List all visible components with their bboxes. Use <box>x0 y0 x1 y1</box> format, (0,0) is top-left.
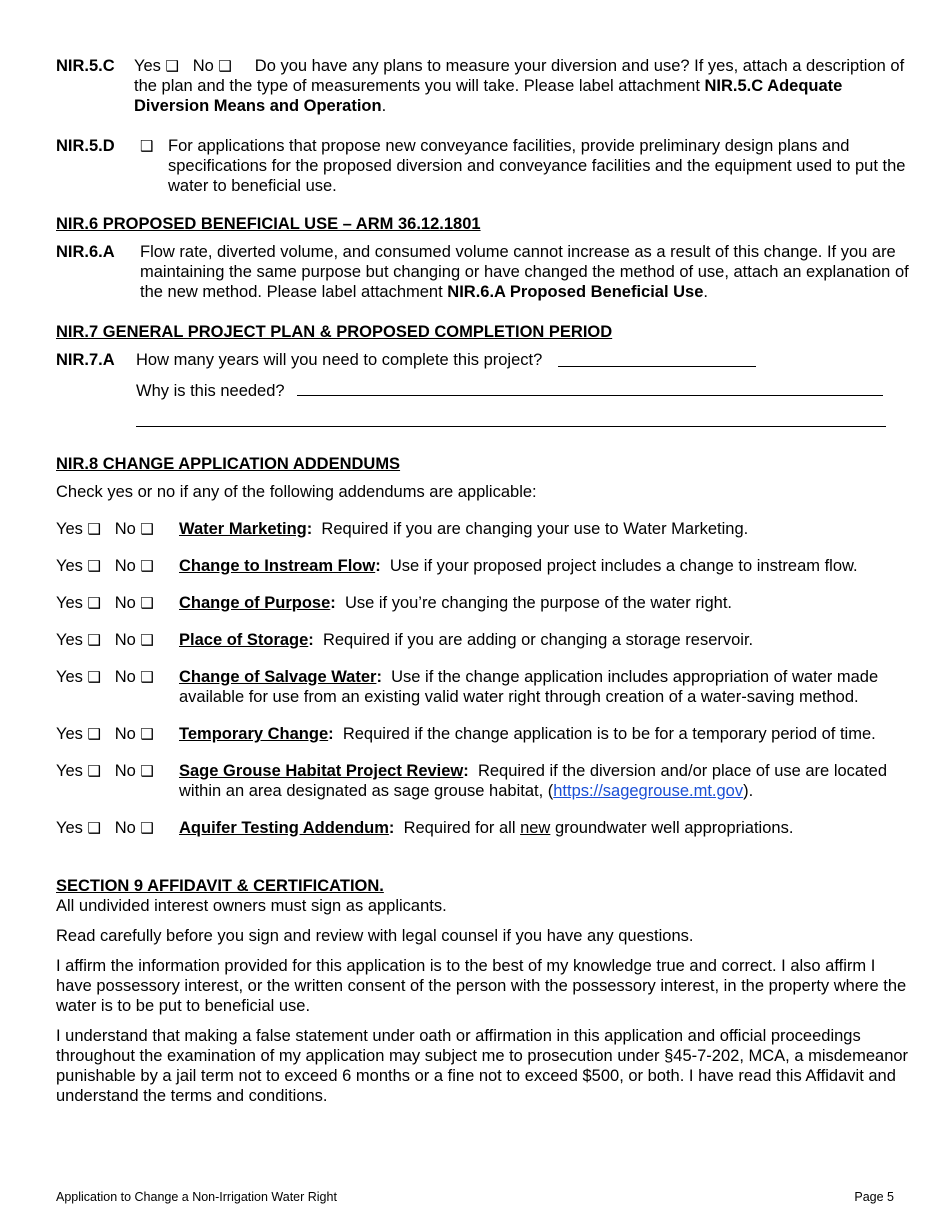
nir-5c-yes-label: Yes <box>134 57 161 75</box>
nir-7a <box>56 350 914 370</box>
nir-7a-code: NIR.7.A <box>56 351 115 369</box>
addendum-title: Aquifer Testing Addendum <box>179 819 389 837</box>
instream-flow-yes-checkbox[interactable]: ❑ <box>87 557 101 575</box>
section-9-p4: I understand that making a false statement under oath or affirmation in this application and official proceedings throughout the examination of my application may subject me to prosecution under §45-7-202, MCA, a misdemeanor punishable by a jail term not to exceed 6 months or a fine not to exceed $500, or both. I have read this Affidavit and understand the terms and conditions. <box>56 1027 909 1105</box>
temporary-change-yes-checkbox[interactable]: ❑ <box>87 725 101 743</box>
why-needed-blank-field[interactable] <box>297 379 883 396</box>
water-marketing-no-checkbox[interactable]: ❑ <box>140 520 154 538</box>
nir-5c-yes-checkbox[interactable]: ❑ <box>165 57 179 75</box>
temporary-change-no-checkbox[interactable]: ❑ <box>140 725 154 743</box>
aquifer-testing-no-checkbox[interactable]: ❑ <box>140 819 154 837</box>
years-blank-field[interactable] <box>558 350 756 367</box>
nir-5d-checkbox[interactable]: ❑ <box>140 137 154 155</box>
nir-6a: NIR.6.A Flow rate, diverted volume, and consumed volume cannot increase as a result of this change. If you are maintaining the same purpose but changing or have changed the method of use, attach an explanation of the new method. Please label attachment NIR.6.A Proposed Beneficial Use. <box>56 243 909 301</box>
addendum-title: Change of Purpose <box>179 594 331 612</box>
sage-grouse-yes-checkbox[interactable]: ❑ <box>87 762 101 780</box>
salvage-water-no-checkbox[interactable]: ❑ <box>140 668 154 686</box>
footer-title: Application to Change a Non-Irrigation Water Right <box>56 1190 337 1204</box>
addendum-title: Change to Instream Flow <box>179 557 376 575</box>
addendum-salvage-water: Yes ❑ No ❑ Change of Salvage Water: Use if the change application includes appropriation of water made available for use from an existing valid water right through creation of a water-saving method. <box>56 668 879 706</box>
addendum-change-of-purpose: Yes ❑ No ❑ Change of Purpose: Use if you’re changing the purpose of the water right. <box>56 594 732 612</box>
addendum-list <box>56 519 914 838</box>
nir-5c-no-label: No <box>192 57 214 75</box>
page-number: Page 5 <box>854 1190 894 1204</box>
nir-7a-question-why: Why is this needed? <box>136 382 285 400</box>
section-9-heading: SECTION 9 AFFIDAVIT & CERTIFICATION. <box>56 877 384 895</box>
addendum-title: Water Marketing <box>179 520 307 538</box>
addendum-title: Sage Grouse Habitat Project Review <box>179 762 464 780</box>
nir-5c-attachment-label: NIR.5.C Adequate Diversion Means and Operation <box>134 77 843 115</box>
nir-5d-code: NIR.5.D <box>56 137 115 155</box>
nir-8-intro: Check yes or no if any of the following addendums are applicable: <box>56 483 537 501</box>
sage-grouse-link[interactable]: https://sagegrouse.mt.gov <box>553 782 744 800</box>
addendum-sage-grouse: Yes ❑ No ❑ Sage Grouse Habitat Project Review: Required if the diversion and/or place of use are located within an area designated as sage grouse habitat, (https://sagegrouse.mt.gov). <box>56 762 888 800</box>
nir-5c-no-checkbox[interactable]: ❑ <box>218 57 232 75</box>
change-of-purpose-no-checkbox[interactable]: ❑ <box>140 594 154 612</box>
addendum-aquifer-testing: Yes ❑ No ❑ Aquifer Testing Addendum: Required for all new groundwater well appropriations. <box>56 819 794 837</box>
addendum-place-of-storage: Yes ❑ No ❑ Place of Storage: Required if you are adding or changing a storage reservoir. <box>56 631 754 649</box>
nir-8-heading: NIR.8 CHANGE APPLICATION ADDENDUMS <box>56 455 401 473</box>
instream-flow-no-checkbox[interactable]: ❑ <box>140 557 154 575</box>
nir-7-heading: NIR.7 GENERAL PROJECT PLAN & PROPOSED COMPLETION PERIOD <box>56 323 613 341</box>
addendum-title: Place of Storage <box>179 631 309 649</box>
nir-6a-code: NIR.6.A <box>56 243 115 261</box>
addendum-instream-flow: Yes ❑ No ❑ Change to Instream Flow: Use if your proposed project includes a change to instream flow. <box>56 557 858 575</box>
nir-5c-text: Do you have any plans to measure your diversion and use? If yes, attach a description of the plan and the type of measurements you will take. Please label attachment <box>134 57 905 95</box>
nir-6a-text: Flow rate, diverted volume, and consumed volume cannot increase as a result of this change. If you are maintaining the same purpose but changing or have changed the method of use, attach an explanation of the new method. Please label attachment <box>140 243 909 301</box>
place-of-storage-yes-checkbox[interactable]: ❑ <box>87 631 101 649</box>
salvage-water-yes-checkbox[interactable]: ❑ <box>87 668 101 686</box>
change-of-purpose-yes-checkbox[interactable]: ❑ <box>87 594 101 612</box>
section-9-p3: I affirm the information provided for this application is to the best of my knowledge true and correct. I also affirm I have possessory interest, or the written consent of the person with the possessory interest, in the property where the water is to be put to beneficial use. <box>56 957 907 1015</box>
addendum-temporary-change: Yes ❑ No ❑ Temporary Change: Required if the change application is to be for a temporary period of time. <box>56 725 876 743</box>
addendum-title: Change of Salvage Water <box>179 668 377 686</box>
nir-6a-attachment-label: NIR.6.A Proposed Beneficial Use <box>447 283 704 301</box>
section-9-p1: All undivided interest owners must sign as applicants. <box>56 897 447 915</box>
sage-grouse-no-checkbox[interactable]: ❑ <box>140 762 154 780</box>
nir-5d-text: For applications that propose new conveyance facilities, provide preliminary design plans and specifications for the proposed diversion and conveyance facilities and the equipment used to put the water to beneficial use. <box>168 137 906 195</box>
document-page <box>56 56 914 1106</box>
page-footer <box>56 1187 894 1207</box>
nir-6-heading: NIR.6 PROPOSED BENEFICIAL USE – ARM 36.12.1801 <box>56 215 481 233</box>
aquifer-testing-yes-checkbox[interactable]: ❑ <box>87 819 101 837</box>
nir-5c-code: NIR.5.C <box>56 57 115 75</box>
addendum-title: Temporary Change <box>179 725 329 743</box>
why-needed-blank-field-line2[interactable] <box>136 410 886 427</box>
nir-5c: NIR.5.C Yes ❑ No ❑ Do you have any plans to measure your diversion and use? If yes, attach a description of the plan and the type of measurements you will take. Please label attachment NIR.5.C Adequate Diversion Means and Operation. <box>56 57 905 115</box>
water-marketing-yes-checkbox[interactable]: ❑ <box>87 520 101 538</box>
addendum-water-marketing: Yes ❑ No ❑ Water Marketing: Required if you are changing your use to Water Marketing. <box>56 520 749 538</box>
nir-7a-question-years: How many years will you need to complete this project? <box>136 351 543 369</box>
nir-5d <box>56 136 914 196</box>
section-9-p2: Read carefully before you sign and review with legal counsel if you have any questions. <box>56 927 694 945</box>
place-of-storage-no-checkbox[interactable]: ❑ <box>140 631 154 649</box>
